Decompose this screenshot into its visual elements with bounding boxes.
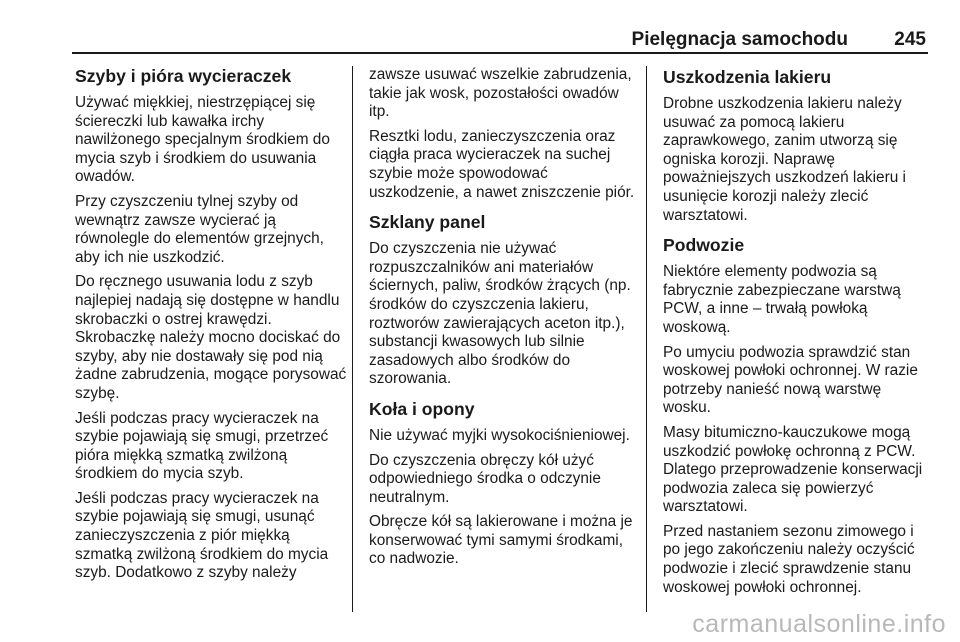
column-3 bbox=[663, 67, 929, 603]
section-heading-wheels-tyres: Koła i opony bbox=[369, 398, 475, 419]
column-1 bbox=[75, 66, 349, 589]
paragraph: Do ręcznego usuwania lodu z szyb najlepiej nadają się dostępne w handlu skrobaczki o ostrej krawędzi. Skrobaczkę należy mocno dociskać do szyby, aby nie dostawały się pod nią żadne zabrudzenia, mogące porysować szybę. bbox=[75, 273, 347, 402]
paragraph: Jeśli podczas pracy wycieraczek na szybie pojawiają się smugi, przetrzeć pióra miękką szmatką zwilżoną środkiem do mycia szyb. bbox=[75, 409, 329, 483]
section-heading-wipers: Szyby i pióra wycieraczek bbox=[75, 66, 292, 86]
page-number: 245 bbox=[894, 29, 926, 50]
column-2 bbox=[369, 66, 637, 575]
paragraph: Nie używać myjki wysokociśnieniowej. bbox=[369, 426, 630, 444]
column-divider bbox=[646, 66, 647, 612]
paragraph: Jeśli podczas pracy wycieraczek na szybie pojawiają się smugi, usunąć zanieczyszczenia z piór miękką szmatką zwilżoną środkiem do mycia szyb. Dodatkowo z szyby należy bbox=[75, 489, 329, 582]
paragraph: Do czyszczenia nie używać rozpuszczalników ani materiałów ściernych, paliw, środków żrących (np. środków do czyszczenia lakieru, roztworów zawierających aceton itp.), substancji kwasowych lub silnie zasadowych albo środków do szorowania. bbox=[369, 240, 631, 388]
watermark: carmanualsonline.info bbox=[692, 610, 946, 638]
paragraph: Używać miękkiej, niestrzępiącej się ściereczki lub kawałka irchy nawilżonego specjalnym środkiem do mycia szyb i środkiem do usuwania owadów. bbox=[75, 94, 330, 186]
paragraph: Do czyszczenia obręczy kół użyć odpowiedniego środka o odczynie neutralnym. bbox=[369, 451, 601, 506]
paragraph: zawsze usuwać wszelkie zabrudzenia, takie jak wosk, pozostałości owadów itp. bbox=[369, 66, 632, 121]
page-title: Pielęgnacja samochodu bbox=[631, 29, 848, 50]
paragraph: Masy bitumiczno-kauczukowe mogą uszkodzić powłokę ochronną z PCW. Dlatego przeprowadzenie konserwacji podwozia zaleca się powierzyć warsztatowi. bbox=[663, 423, 923, 516]
paragraph: Przy czyszczeniu tylnej szyby od wewnątrz zawsze wycierać ją równolegle do elementów grzejnych, aby ich nie uszkodzić. bbox=[75, 192, 324, 266]
paragraph: Resztki lodu, zanieczyszczenia oraz ciągła praca wycieraczek na suchej szybie może spowodować uszkodzenie, a nawet zniszczenie piór. bbox=[369, 127, 635, 201]
paragraph: Po umyciu podwozia sprawdzić stan woskowej powłoki ochronnej. W razie potrzeby nanieść nową warstwę wosku. bbox=[663, 343, 918, 417]
section-heading-paint-damage: Uszkodzenia lakieru bbox=[663, 67, 832, 87]
paragraph: Niektóre elementy podwozia są fabrycznie zabezpieczane warstwą PCW, a inne – trwałą powłoką woskową. bbox=[663, 263, 901, 336]
paragraph: Obręcze kół są lakierowane i można je konserwować tymi samymi środkami, co nadwozie. bbox=[369, 513, 633, 568]
page-header bbox=[72, 30, 928, 54]
paragraph: Przed nastaniem sezonu zimowego i po jego zakończeniu należy oczyścić podwozie i zlecić sprawdzenie stanu woskowej powłoki ochronnej. bbox=[663, 522, 915, 596]
section-heading-glass-panel: Szklany panel bbox=[369, 212, 486, 233]
section-heading-underbody: Podwozie bbox=[663, 235, 745, 256]
paragraph: Drobne uszkodzenia lakieru należy usuwać za pomocą lakieru zaprawkowego, zanim utworzą się ogniska korozji. Naprawę poważniejszych uszkodzeń lakieru i usunięcie korozji należy zlecić warsztatowi. bbox=[663, 95, 906, 224]
column-divider bbox=[352, 66, 353, 612]
